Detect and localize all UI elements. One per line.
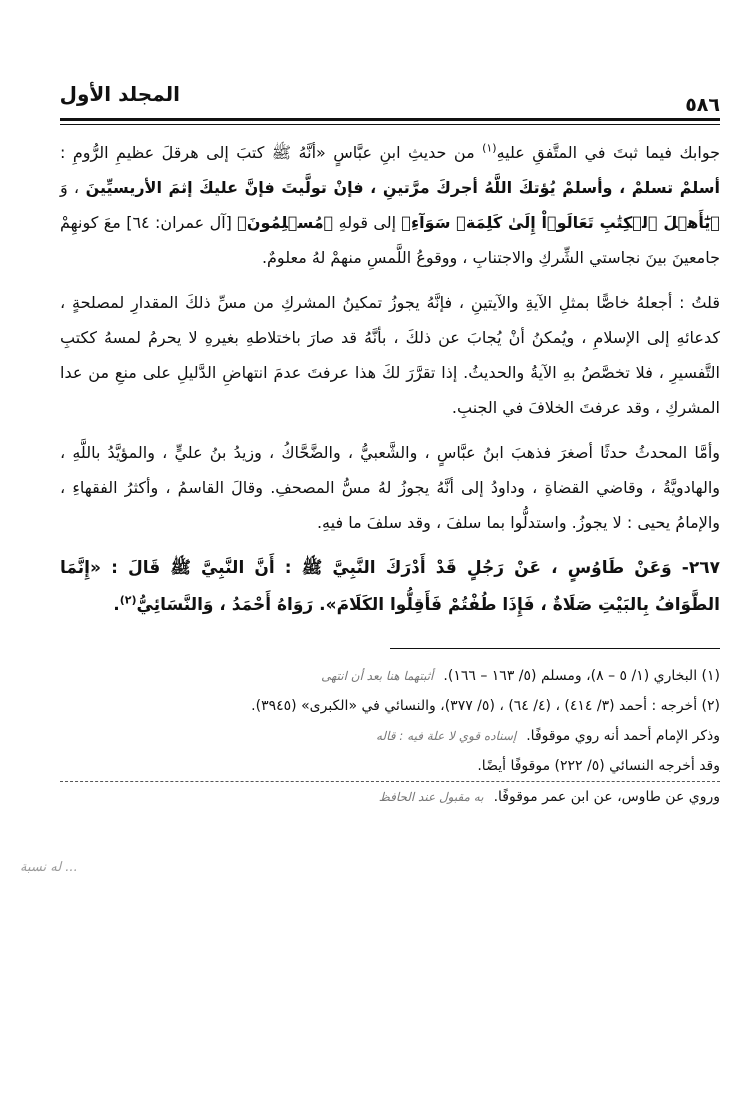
text-segment: قلتُ : أجعلهُ خاصًّا بمثلِ الآيةِ والآيتينِ ، فإنَّهُ يجوزُ تمكينُ المشركِ من مسِّ ذلكَ المقدارِ لمصلحةٍ ، كدعائهِ إلى الإسلامِ ، ويُمكنُ أنْ يُجابَ عن ذلكَ ، بأنَّهُ قد صارَ باختلاطهِ بغيرهِ لا يحرمُ لمسهُ ككتبِ التَّفسيرِ ، فلا تخصَّصُ بهِ الآيةُ والحديثُ. إذا تقرَّرَ لكَ هذا عرفتَ عدمَ انتهاضِ الدَّليلِ على منعِ من عدا المشركِ ، وقد عرفتَ الخلافَ في الجنبِ.	[60, 293, 720, 417]
hadith-267	[60, 550, 720, 624]
volume-title: المجلد الأول	[59, 82, 180, 106]
handwritten-note: ... له نسبة	[20, 860, 78, 875]
text-segment: .	[113, 595, 120, 615]
text-segment: إلى قولهِ	[333, 213, 402, 232]
text-segment: [آل عمران: ٦٤] معَ كونهِمْ جامعينَ بينَ نجاستي الشِّركِ والاجتنابِ ، ووقوعُ اللَّمسِ منهمْ لهُ معلومٌ.	[60, 213, 720, 267]
page	[60, 80, 720, 812]
text-segment: جوابك فيما ثبتَ في المتَّفقِ عليهِ	[496, 143, 720, 162]
paragraph	[60, 135, 720, 275]
footnote: وروي عن طاوس، عن ابن عمر موقوفًا.به مقبول عند الحافظ	[378, 789, 720, 805]
main-text	[60, 135, 720, 624]
footnote-separator	[390, 648, 720, 649]
text-segment: ، وَ	[60, 178, 79, 197]
footnote: وذكر الإمام أحمد أنه روي موقوفًا.إسناده قوي لا علة فيه : قاله	[375, 728, 720, 744]
footnote-marker: (٢)	[119, 593, 137, 607]
handwritten-annotation: إسناده قوي لا علة فيه : قاله	[375, 729, 517, 743]
page-number: ٥٨٦	[685, 94, 720, 116]
header-rule	[60, 124, 720, 125]
text-segment: وأمَّا المحدثُ حدثًا أصغرَ فذهبَ ابنُ عبَّاسٍ ، والشَّعبيُّ ، والضَّحَّاكُ ، وزيدُ بنُ عليٍّ ، والمؤيَّدُ باللَّهِ ، والهادويَّةُ ، وقاضي القضاةِ ، وداودُ إلى أنَّهُ يجوزُ لهُ مسُّ المصحفِ. وقالَ القاسمُ ، وأكثرُ الفقهاءِ ، والإمامُ يحيى : لا يجوزُ. واستدلُّوا بما سلفَ ، وقد سلفَ ما فيهِ.	[60, 443, 720, 532]
footnotes	[60, 661, 720, 812]
footnote: (٢) أخرجه : أحمد (٣/ ٤١٤) ، (٤/ ٦٤) ، (٥/ ٣٧٧)، والنسائي في «الكبرى» (٣٩٤٥).	[251, 698, 720, 714]
text-segment: من حديثِ ابنِ عبَّاسٍ «أنَّهُ ﷺ كتبَ إلى هرقلَ عظيمِ الرُّومِ :	[60, 143, 483, 162]
footnote: وقد أخرجه النسائي (٥/ ٢٢٢) موقوفًا أيضًا.	[60, 751, 720, 782]
paragraph	[60, 285, 720, 425]
handwritten-annotation: به مقبول عند الحافظ	[378, 790, 484, 804]
text-segment: أسلمْ تسلمْ ، وأسلمْ يُؤتكَ اللَّهُ أجركَ مرَّتينِ ، فإنْ تولَّيتَ فإنَّ عليكَ إثمَ الأريسيِّينَ	[79, 178, 720, 197]
text-segment: ﴿يَٰٓأَهۡلَ ٱلۡكِتَٰبِ تَعَالَوۡاْ إِلَىٰ كَلِمَةٖ سَوَآءِ﴾	[401, 213, 721, 232]
paragraph	[60, 435, 720, 540]
running-header	[60, 80, 720, 121]
text-segment: ٢٦٧- وَعَنْ طَاوُسٍ ، عَنْ رَجُلٍ قَدْ أَدْرَكَ النَّبِيَّ ﷺ : أَنَّ النَّبِيَّ ﷺ قَالَ : «إِنَّمَا الطَّوَافُ بِالبَيْتِ صَلَاةٌ ، فَإِذَا طُفْتُمْ فَأَقِلُّوا الكَلَامَ». رَوَاهُ أَحْمَدُ ، وَالنَّسَائِيُّ	[60, 558, 720, 615]
handwritten-annotation: أثبتهما هنا بعد أن انتهى	[321, 669, 434, 683]
footnote-marker: (١)	[482, 141, 497, 155]
text-segment: ﴿مُسۡلِمُونَ﴾	[237, 213, 334, 232]
footnote: (١) البخاري (١/ ٥ – ٨)، ومسلم (٥/ ١٦٣ – ١٦٦).أثبتهما هنا بعد أن انتهى	[321, 668, 720, 684]
